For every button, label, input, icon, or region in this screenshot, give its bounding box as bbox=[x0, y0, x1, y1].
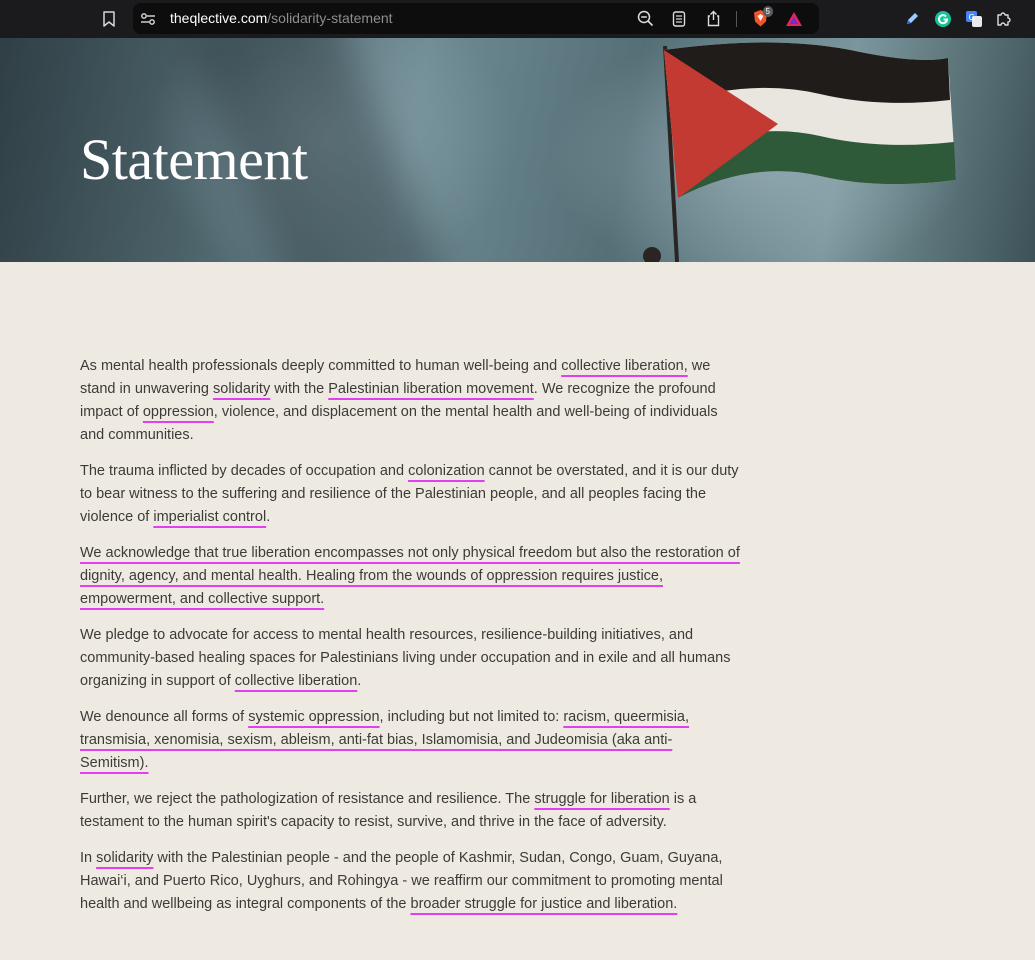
palestinian-flag-image bbox=[630, 38, 1035, 262]
paragraph-text: with the Palestinian people - and the people of Kashmir, Sudan, Congo, Guam, Guyana, Hawai‘i, and Puerto Rico, Uyghurs, and Rohingya - we reaffirm our commitment to promoting mental health and wellbeing as integral components of the bbox=[80, 850, 723, 912]
page-title: Statement bbox=[80, 127, 308, 192]
grammarly-icon[interactable] bbox=[931, 7, 954, 30]
statement-paragraph bbox=[80, 355, 740, 447]
paragraph-text: , including but not limited to: bbox=[379, 709, 564, 725]
highlighted-phrase: Palestinian liberation movement bbox=[328, 381, 534, 397]
highlighted-phrase: We acknowledge that true liberation encompasses not only physical freedom but also the restoration of dignity, agency, and mental health. Healing from the wounds of oppression requires justice, empowerment, and collective support. bbox=[80, 545, 740, 607]
statement-paragraph bbox=[80, 847, 740, 916]
highlighted-phrase: solidarity bbox=[213, 381, 271, 397]
statement-body bbox=[80, 355, 740, 929]
reader-mode-icon[interactable] bbox=[668, 8, 690, 30]
paragraph-text: As mental health professionals deeply committed to human well-being and bbox=[80, 358, 562, 374]
paragraph-text: . We recognize the profound impact of bbox=[80, 381, 716, 420]
highlighted-phrase: oppression bbox=[142, 404, 214, 420]
paragraph-text: We denounce all forms of bbox=[80, 709, 249, 725]
paragraph-text: The trauma inflicted by decades of occupation and bbox=[80, 463, 409, 479]
paragraph-text: we stand in unwavering bbox=[80, 358, 711, 397]
zoom-out-icon[interactable] bbox=[634, 8, 656, 30]
url-host: theqlective.com bbox=[170, 10, 268, 26]
address-bar[interactable] bbox=[133, 3, 819, 34]
hero-banner bbox=[0, 38, 1035, 262]
statement-paragraph bbox=[80, 706, 740, 775]
highlighted-phrase: colonization bbox=[408, 463, 485, 479]
highlighted-phrase: racism, queermisia, transmisia, xenomisia, sexism, ableism, anti-fat bias, Islamomisia, and Judeomisia (aka anti-Semitism). bbox=[80, 709, 690, 771]
highlighted-phrase: imperialist control bbox=[153, 509, 267, 525]
highlighted-phrase: solidarity bbox=[96, 850, 154, 866]
paragraph-text: , violence, and displacement on the mental health and well-being of individuals and communities. bbox=[80, 404, 718, 443]
paragraph-text: . bbox=[357, 673, 362, 689]
paragraph-text: In bbox=[80, 850, 97, 866]
puzzle-icon[interactable] bbox=[993, 7, 1016, 30]
url-text[interactable] bbox=[170, 10, 393, 26]
highlighted-phrase: struggle for liberation bbox=[534, 791, 670, 807]
share-icon[interactable] bbox=[702, 8, 724, 30]
url-path: /solidarity-statement bbox=[267, 10, 393, 26]
highlighted-phrase: systemic oppression bbox=[248, 709, 380, 725]
paragraph-text: is a testament to the human spirit's capacity to resist, survive, and thrive in the face of adversity. bbox=[80, 791, 697, 830]
highlighted-phrase: collective liberation, bbox=[561, 358, 688, 374]
tune-icon[interactable] bbox=[138, 9, 158, 29]
highlighted-phrase: broader struggle for justice and liberation. bbox=[410, 896, 678, 912]
browser-toolbar bbox=[0, 0, 1035, 38]
statement-paragraph bbox=[80, 788, 740, 834]
brave-rewards-icon[interactable] bbox=[783, 8, 805, 30]
shields-count-badge: 5 bbox=[763, 6, 773, 17]
statement-paragraph bbox=[80, 624, 740, 693]
pen-icon[interactable] bbox=[900, 7, 923, 30]
highlighted-phrase: collective liberation bbox=[234, 673, 358, 689]
paragraph-text: cannot be overstated, and it is our duty to bear witness to the suffering and resilience of the Palestinian people, and all peoples facing the violence of bbox=[80, 463, 739, 525]
paragraph-text: Further, we reject the pathologization of resistance and resilience. The bbox=[80, 791, 535, 807]
paragraph-text: We pledge to advocate for access to mental health resources, resilience-building initiatives, and community-based healing spaces for Palestinians living under occupation and in exile and all humans organizing in support of bbox=[80, 627, 731, 689]
statement-paragraph bbox=[80, 460, 740, 529]
paragraph-text: . bbox=[266, 509, 271, 525]
svg-text:G: G bbox=[968, 12, 975, 22]
paragraph-text: with the bbox=[270, 381, 329, 397]
translate-icon[interactable] bbox=[962, 7, 985, 30]
brave-shields-icon[interactable] bbox=[749, 8, 771, 30]
divider bbox=[736, 11, 737, 27]
statement-paragraph bbox=[80, 542, 740, 611]
bookmark-icon[interactable] bbox=[98, 8, 120, 30]
